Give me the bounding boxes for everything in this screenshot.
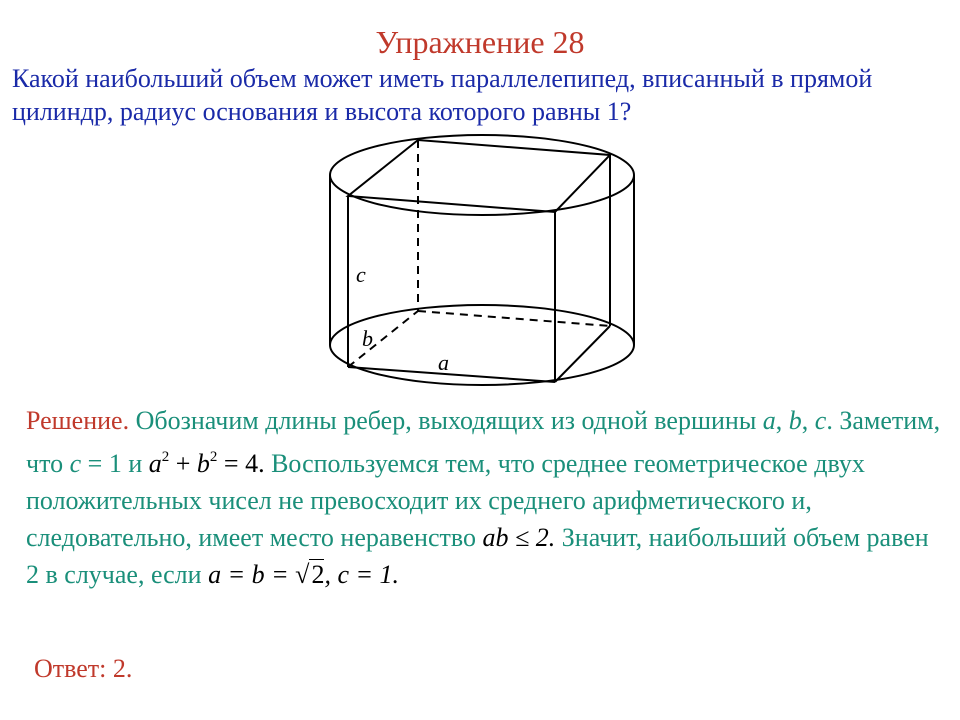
solution-fragment: ,: [775, 406, 789, 435]
eq-rest: = 4.: [217, 449, 265, 478]
box-hidden-bottom-back: [418, 311, 610, 326]
box-hidden-bottom-left: [348, 311, 418, 367]
equation-optimum: [208, 560, 399, 589]
var-c: c: [814, 406, 827, 435]
radical-sign: √: [295, 560, 310, 589]
inequality: ab ≤ 2.: [482, 523, 556, 552]
box-top-face: [348, 140, 610, 212]
solution-fragment: ,: [801, 406, 815, 435]
eq-exponent: 2: [161, 449, 170, 465]
var-b: b: [788, 406, 802, 435]
solution-fragment: Воспользуемся тем, что среднее геометрическое двух положительных чисел не превосходит их среднего арифметического и, следовательно, имеет место неравенство: [26, 449, 865, 552]
answer-value: 2.: [112, 654, 133, 683]
radicand: 2: [311, 560, 325, 589]
question-text: Какой наибольший объем может иметь параллелепипед, вписанный в прямой цилиндр, радиус основания и высота которого равны 1?: [12, 64, 873, 126]
answer-label: Ответ:: [34, 654, 107, 683]
answer: [34, 652, 132, 686]
slide-title: Упражнение 28: [375, 24, 585, 60]
eq-post: , c = 1.: [324, 560, 400, 589]
edge-label-b: b: [362, 326, 373, 351]
solution-fragment: = 1 и: [81, 449, 149, 478]
cylinder-bottom-front-arc: [330, 345, 634, 385]
solution-lead: Решение.: [26, 406, 130, 435]
eq-a: a: [148, 449, 162, 478]
var-a: a: [762, 406, 776, 435]
eq-pre: a = b =: [208, 560, 296, 589]
edge-label-c: c: [356, 262, 366, 287]
solution-text: [26, 402, 946, 593]
edge-label-a: a: [438, 350, 449, 375]
solution-fragment: Обозначим длины ребер, выходящих из одной вершины: [129, 406, 763, 435]
box-bottom-right: [555, 326, 610, 382]
eq-b: b: [196, 449, 210, 478]
var-c: c: [69, 449, 82, 478]
eq-plus: +: [169, 449, 197, 478]
solution-fragment: . Заметим, что: [26, 406, 941, 478]
solution-fragment: Значит, наибольший объем равен 2 в случае, если: [26, 523, 929, 589]
equation-sum-of-squares: [149, 449, 265, 478]
sqrt-symbol: [295, 556, 324, 593]
cylinder-parallelepiped-figure: [300, 130, 660, 400]
eq-exponent: 2: [209, 449, 218, 465]
